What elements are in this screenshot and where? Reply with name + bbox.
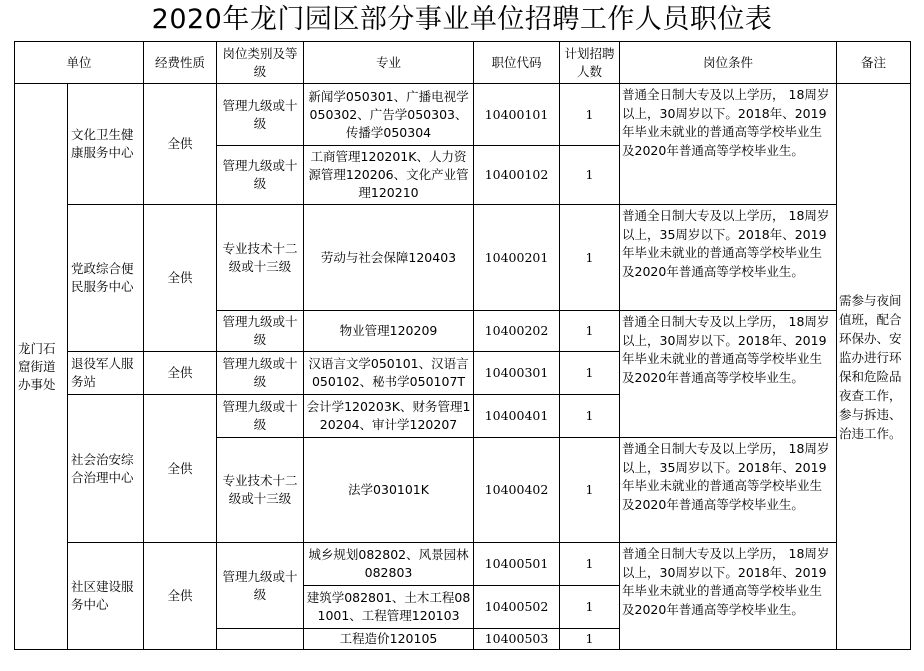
table-row (15, 84, 911, 146)
header-note: 备注 (837, 42, 911, 84)
conditions-cell: 普通全日制大专及以上学历， 18周岁以上，30周岁以下。2018年、2019年毕业未就业的普通高等学校毕业生及2020年普通高等学校毕业生。 (620, 543, 837, 650)
unit-name: 党政综合便民服务中心 (68, 205, 144, 352)
org-name: 龙门石窟街道办事处 (15, 84, 68, 650)
conditions-cell: 普通全日制大专及以上学历， 18周岁以上，35周岁以下。2018年、2019年毕业未就业的普通高等学校毕业生及2020年普通高等学校毕业生。 (620, 205, 837, 311)
major-cell: 新闻学050301、广播电视学 050302、广告学050303、传播学050304 (304, 84, 474, 146)
unit-name: 社会治安综合治理中心 (68, 395, 144, 543)
code-cell: 10400101 (474, 84, 560, 146)
header-major: 专业 (304, 42, 474, 84)
count-cell: 1 (560, 543, 620, 586)
major-cell: 城乡规划082802、风景园林082803 (304, 543, 474, 586)
major-cell: 法学030101K (304, 438, 474, 543)
code-cell: 10400102 (474, 146, 560, 205)
category-cell-empty (217, 629, 304, 650)
header-row (15, 42, 911, 84)
conditions-cell: 普通全日制大专及以上学历， 18周岁以上，35周岁以下。2018年、2019年毕业未就业的普通高等学校毕业生及2020年普通高等学校毕业生。 (620, 438, 837, 543)
major-cell: 劳动与社会保障120403 (304, 205, 474, 311)
header-unit: 单位 (15, 42, 144, 84)
category-cell: 管理九级或十级 (217, 84, 304, 146)
code-cell: 10400402 (474, 438, 560, 543)
header-funding: 经费性质 (144, 42, 217, 84)
page-title: 2020年龙门园区部分事业单位招聘工作人员职位表 (151, 4, 773, 35)
positions-table (14, 41, 911, 650)
table-row (15, 543, 911, 586)
unit-name: 文化卫生健康服务中心 (68, 84, 144, 205)
conditions-cell: 普通全日制大专及以上学历， 18周岁以上，30周岁以下。2018年、2019年毕业未就业的普通高等学校毕业生及2020年普通高等学校毕业生。 (620, 311, 837, 438)
code-cell: 10400201 (474, 205, 560, 311)
code-cell: 10400401 (474, 395, 560, 438)
category-cell: 专业技术十二级或十三级 (217, 438, 304, 543)
category-cell: 管理九级或十级 (217, 352, 304, 395)
count-cell: 1 (560, 395, 620, 438)
code-cell: 10400202 (474, 311, 560, 352)
code-cell: 10400503 (474, 629, 560, 650)
count-cell: 1 (560, 205, 620, 311)
category-cell: 管理九级或十级 (217, 395, 304, 438)
count-cell: 1 (560, 629, 620, 650)
table-row (15, 205, 911, 311)
category-cell: 管理九级或十级 (217, 543, 304, 629)
major-cell: 建筑学082801、土木工程081001、工程管理120103 (304, 586, 474, 629)
header-conditions: 岗位条件 (620, 42, 837, 84)
count-cell: 1 (560, 352, 620, 395)
count-cell: 1 (560, 84, 620, 146)
header-code: 职位代码 (474, 42, 560, 84)
category-cell: 专业技术十二级或十三级 (217, 205, 304, 311)
header-category: 岗位类别及等级 (217, 42, 304, 84)
funding-type: 全供 (144, 205, 217, 352)
note-cell: 需参与夜间值班，配合环保办、安监办进行环保和危险品夜查工作，参与拆违、治违工作。 (837, 84, 911, 650)
funding-type: 全供 (144, 84, 217, 205)
category-cell: 管理九级或十级 (217, 311, 304, 352)
count-cell: 1 (560, 438, 620, 543)
major-cell: 会计学120203K、财务管理120204、审计学120207 (304, 395, 474, 438)
major-cell: 汉语言文学050101、汉语言050102、秘书学050107T (304, 352, 474, 395)
count-cell: 1 (560, 586, 620, 629)
conditions-cell: 普通全日制大专及以上学历， 18周岁以上，30周岁以下。2018年、2019年毕业未就业的普通高等学校毕业生及2020年普通高等学校毕业生。 (620, 84, 837, 205)
funding-type: 全供 (144, 352, 217, 395)
count-cell: 1 (560, 311, 620, 352)
header-count: 计划招聘人数 (560, 42, 620, 84)
major-cell: 工程造价120105 (304, 629, 474, 650)
major-cell: 物业管理120209 (304, 311, 474, 352)
major-cell: 工商管理120201K、人力资源管理120206、文化产业管理120210 (304, 146, 474, 205)
funding-type: 全供 (144, 543, 217, 650)
code-cell: 10400501 (474, 543, 560, 586)
count-cell: 1 (560, 146, 620, 205)
unit-name: 社区建设服务中心 (68, 543, 144, 650)
funding-type: 全供 (144, 395, 217, 543)
category-cell: 管理九级或十级 (217, 146, 304, 205)
code-cell: 10400301 (474, 352, 560, 395)
unit-name: 退役军人服务站 (68, 352, 144, 395)
code-cell: 10400502 (474, 586, 560, 629)
